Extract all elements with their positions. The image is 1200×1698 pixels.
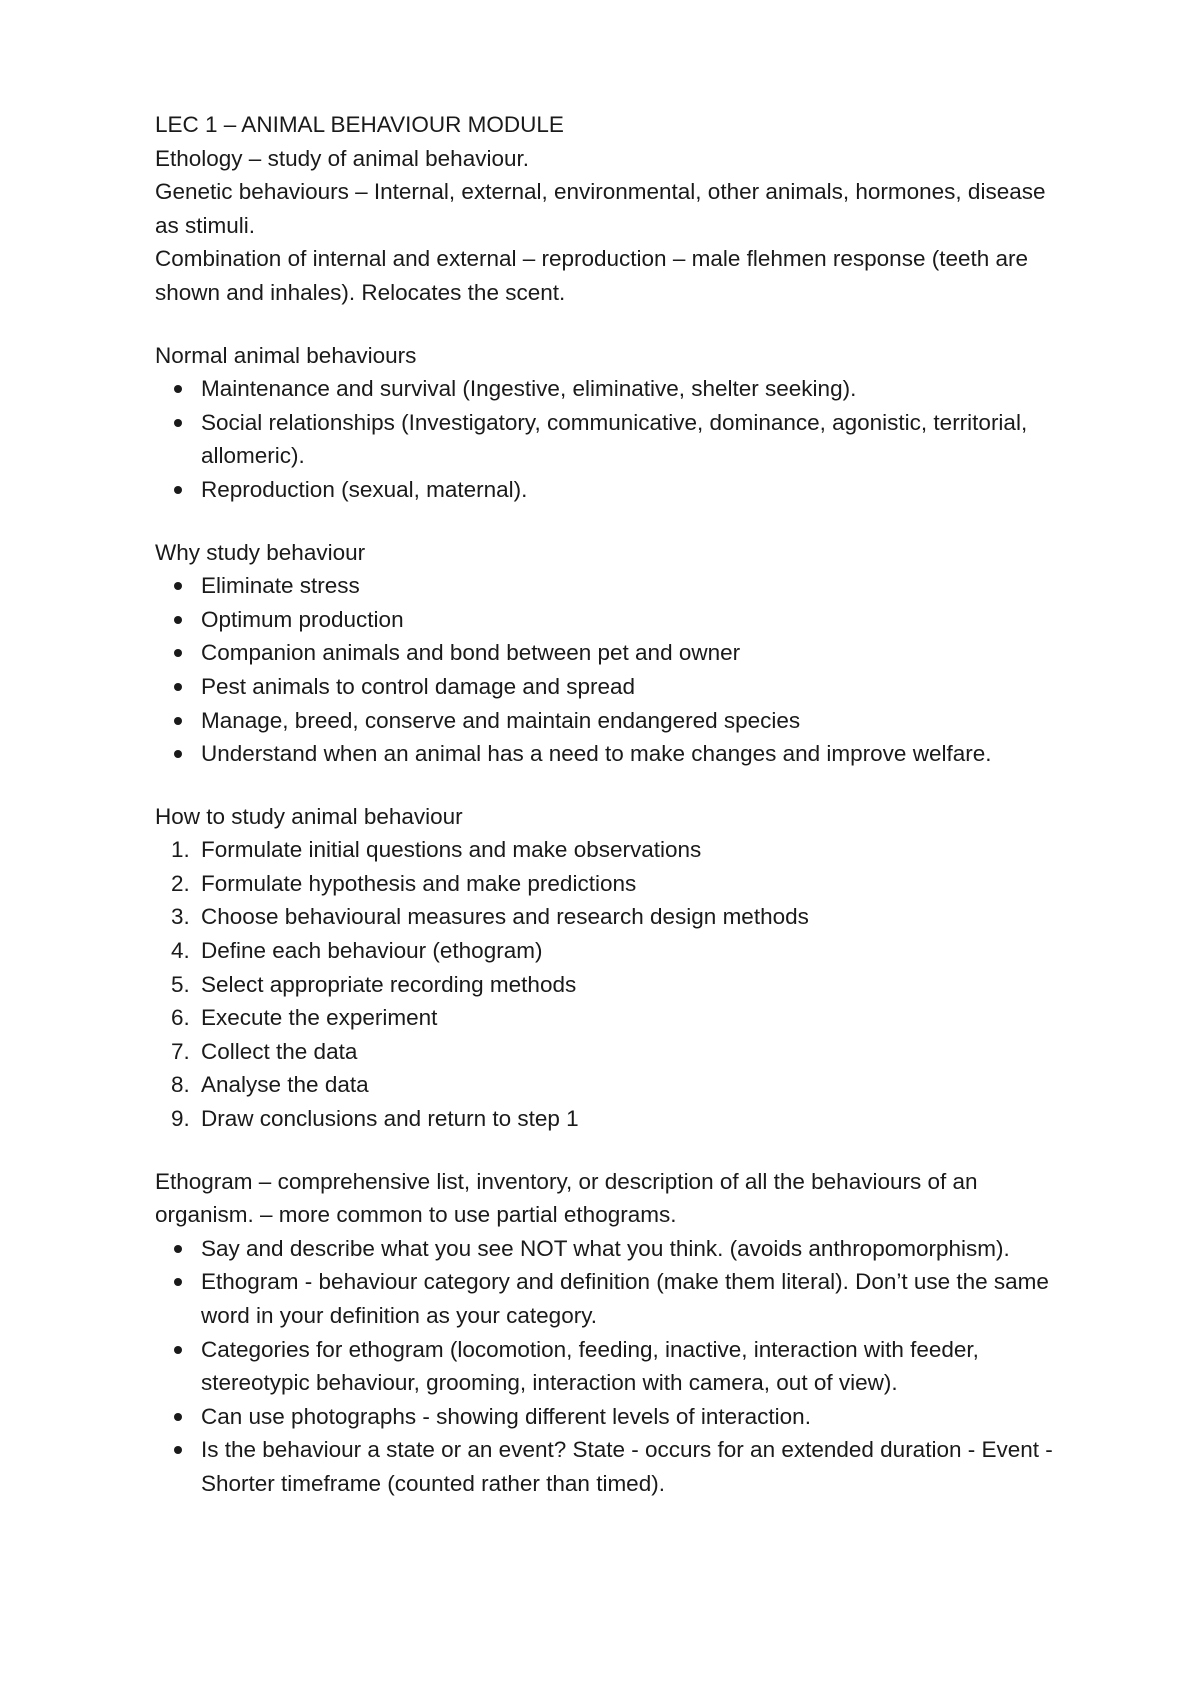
ethogram-intro: Ethogram – comprehensive list, inventory, or description of all the behaviours of an organism. – more common to use partial ethograms.	[155, 1168, 978, 1228]
item-text: Formulate hypothesis and make predictions	[201, 870, 637, 896]
list-item: Pest animals to control damage and spread	[155, 670, 1055, 704]
item-number: 4.	[171, 938, 190, 964]
item-number: 9.	[171, 1106, 190, 1132]
list-item: Companion animals and bond between pet and owner	[155, 636, 1055, 670]
numbered-item	[155, 968, 1055, 1002]
document-title: LEC 1 – ANIMAL BEHAVIOUR MODULE	[155, 112, 564, 137]
intro-ethology: Ethology – study of animal behaviour.	[155, 145, 529, 171]
item-text: Choose behavioural measures and research design methods	[201, 904, 809, 930]
item-text: Formulate initial questions and make observations	[201, 837, 702, 863]
section-heading-normal: Normal animal behaviours	[155, 342, 417, 368]
item-number: 5.	[171, 971, 190, 997]
numbered-item	[155, 934, 1055, 968]
list-item: Eliminate stress	[155, 569, 1055, 603]
numbered-item	[155, 1102, 1055, 1136]
list-item: Social relationships (Investigatory, communicative, dominance, agonistic, territorial, allomeric).	[155, 406, 1055, 473]
list-item: Manage, breed, conserve and maintain endangered species	[155, 704, 1055, 738]
list-item: Understand when an animal has a need to make changes and improve welfare.	[155, 737, 1055, 771]
list-item: Is the behaviour a state or an event? State - occurs for an extended duration - Event - Shorter timeframe (counted rather than timed).	[155, 1433, 1055, 1500]
numbered-item	[155, 867, 1055, 901]
item-text: Analyse the data	[201, 1072, 369, 1098]
numbered-item	[155, 900, 1055, 934]
item-text: Select appropriate recording methods	[201, 971, 577, 997]
item-number: 2.	[171, 870, 190, 896]
why-study-list	[155, 569, 1055, 771]
intro-combination: Combination of internal and external – reproduction – male flehmen response (teeth are shown and inhales). Relocates the scent.	[155, 246, 1029, 305]
list-item: Say and describe what you see NOT what you think. (avoids anthropomorphism).	[155, 1232, 1055, 1266]
intro-genetic-behaviours: Genetic behaviours – Internal, external, environmental, other animals, hormones, disease as stimuli.	[155, 179, 1046, 238]
list-item: Optimum production	[155, 603, 1055, 637]
numbered-item	[155, 1001, 1055, 1035]
item-number: 7.	[171, 1038, 190, 1064]
list-item: Reproduction (sexual, maternal).	[155, 473, 1055, 507]
normal-behaviours-list	[155, 372, 1055, 506]
item-number: 8.	[171, 1072, 190, 1098]
list-item: Ethogram - behaviour category and definition (make them literal). Don’t use the same word in your definition as your category.	[155, 1265, 1055, 1332]
numbered-item	[155, 1035, 1055, 1069]
item-text: Collect the data	[201, 1038, 358, 1064]
ethogram-list	[155, 1232, 1055, 1501]
item-text: Define each behaviour (ethogram)	[201, 938, 543, 964]
item-number: 1.	[171, 837, 190, 863]
item-number: 6.	[171, 1005, 190, 1031]
list-item: Maintenance and survival (Ingestive, eliminative, shelter seeking).	[155, 372, 1055, 406]
list-item: Categories for ethogram (locomotion, feeding, inactive, interaction with feeder, stereotypic behaviour, grooming, interaction with camera, out of view).	[155, 1333, 1055, 1400]
document-body	[155, 108, 1055, 1501]
item-text: Execute the experiment	[201, 1005, 438, 1031]
section-heading-why: Why study behaviour	[155, 539, 366, 565]
how-to-study-list	[155, 833, 1055, 1135]
item-number: 3.	[171, 904, 190, 930]
numbered-item	[155, 833, 1055, 867]
section-heading-how: How to study animal behaviour	[155, 803, 463, 829]
list-item: Can use photographs - showing different levels of interaction.	[155, 1400, 1055, 1434]
numbered-item	[155, 1068, 1055, 1102]
item-text: Draw conclusions and return to step 1	[201, 1106, 579, 1132]
